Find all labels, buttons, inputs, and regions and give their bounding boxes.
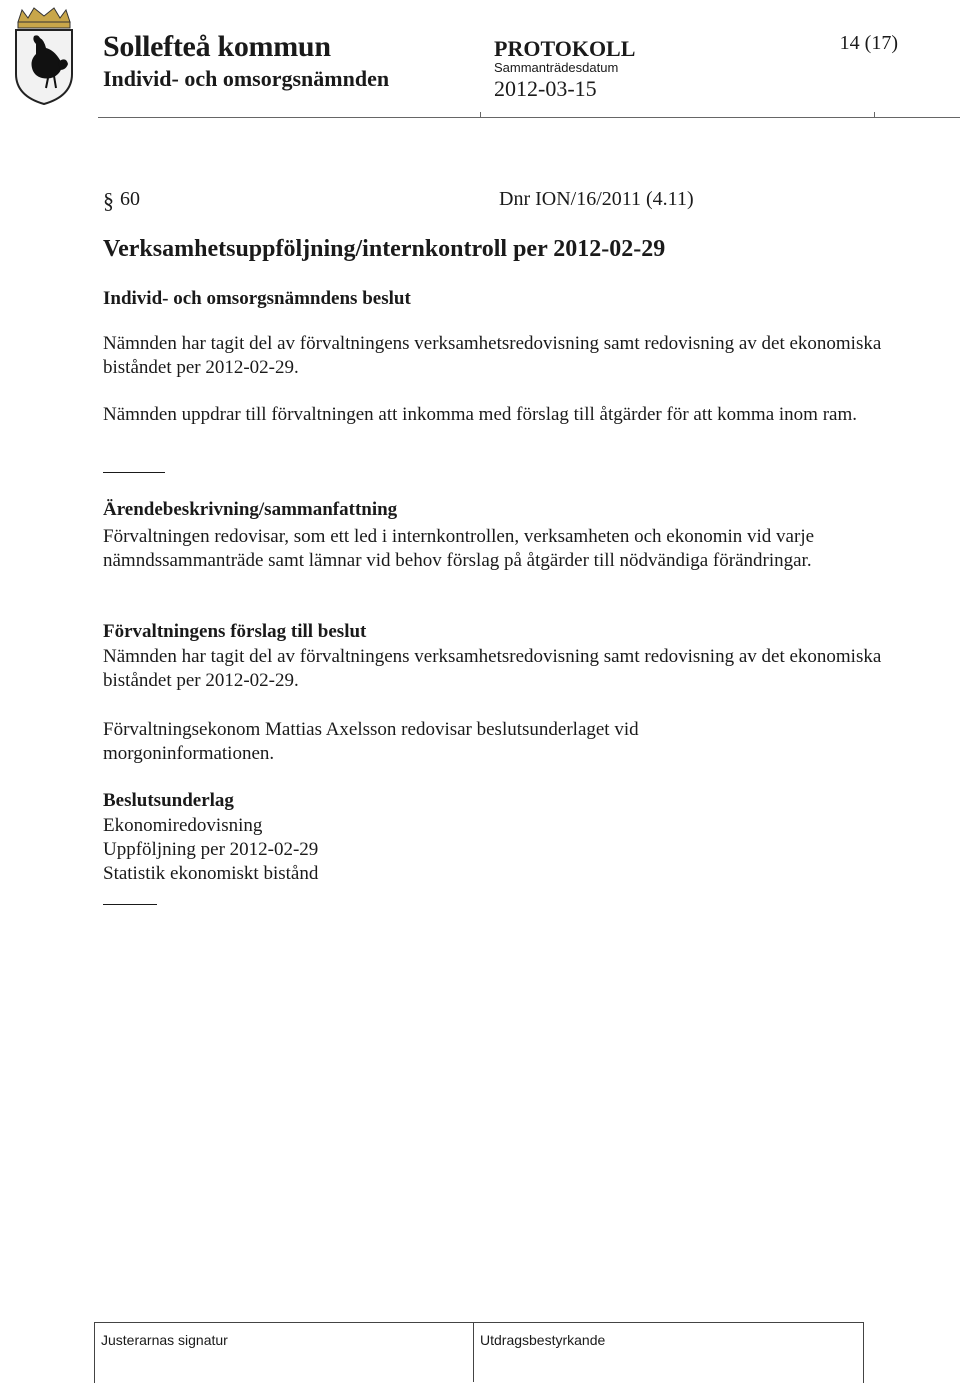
summary-heading: Ärendebeskrivning/sammanfattning [103, 499, 398, 520]
coat-of-arms-logo [8, 4, 80, 106]
proposal-text: Nämnden har tagit del av förvaltningens verksamhetsredovisning samt redovisning av det ekonomiska biståndet per 2012-02-29. [103, 646, 882, 691]
decision-heading: Individ- och omsorgsnämndens beslut [103, 288, 411, 309]
signature-label-left: Justerarnas signatur [101, 1332, 228, 1348]
paragraph-symbol: § [103, 188, 114, 213]
basis-item: Ekonomiredovisning [103, 815, 263, 836]
basis-heading: Beslutsunderlag [103, 790, 234, 811]
page-number: 14 (17) [839, 32, 898, 54]
case-number: Dnr ION/16/2011 (4.11) [499, 188, 694, 210]
organization-name: Sollefteå kommun [103, 30, 331, 63]
paragraph-number: 60 [120, 188, 140, 210]
document-type: PROTOKOLL [494, 36, 636, 61]
header-rule [98, 117, 960, 118]
separator-line [103, 904, 157, 905]
header-rule-tick [874, 112, 875, 117]
proposal-heading: Förvaltningens förslag till beslut [103, 621, 367, 642]
department-name: Individ- och omsorgsnämnden [103, 66, 390, 91]
proposal-note: Förvaltningsekonom Mattias Axelsson redovisar beslutsunderlaget vid morgoninformationen. [103, 719, 639, 764]
meeting-date-label: Sammanträdesdatum [494, 60, 619, 75]
signature-box-divider [473, 1322, 474, 1382]
separator-line [103, 472, 165, 473]
decision-paragraph-2: Nämnden uppdrar till förvaltningen att inkomma med förslag till åtgärder för att komma inom ram. [103, 404, 857, 425]
decision-paragraph-1: Nämnden har tagit del av förvaltningens verksamhetsredovisning samt redovisning av det ekonomiska biståndet per 2012-02-29. [103, 333, 882, 378]
signature-label-right: Utdragsbestyrkande [480, 1332, 606, 1348]
basis-item: Uppföljning per 2012-02-29 [103, 839, 319, 860]
header-rule-tick [480, 112, 481, 117]
meeting-date: 2012-03-15 [494, 76, 597, 101]
basis-item: Statistik ekonomiskt bistånd [103, 863, 319, 884]
summary-text: Förvaltningen redovisar, som ett led i internkontrollen, verksamheten och ekonomin vid varje nämndssammanträde samt lämnar vid behov förslag på åtgärder till nödvändiga förändringar. [103, 526, 815, 571]
section-title: Verksamhetsuppföljning/internkontroll per 2012-02-29 [103, 236, 666, 262]
